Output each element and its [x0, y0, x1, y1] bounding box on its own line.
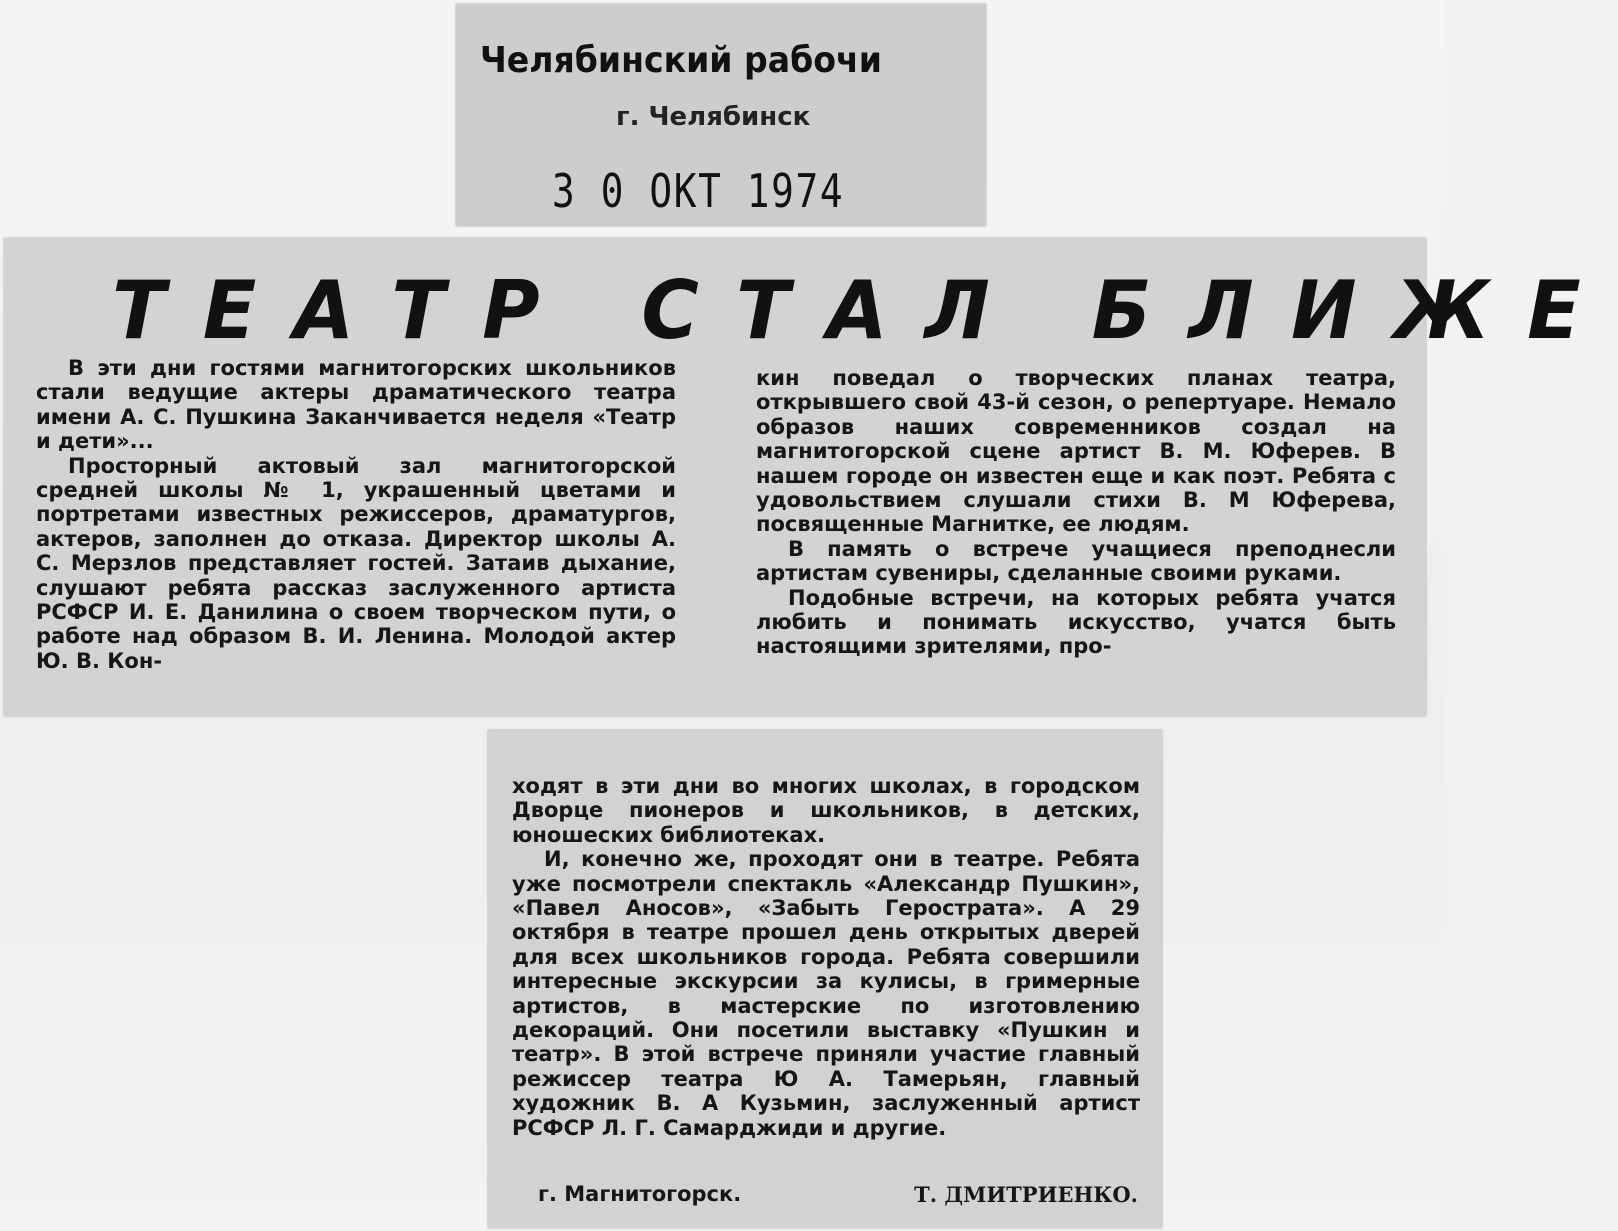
article-column-2	[756, 366, 1396, 659]
paragraph: Подобные встречи, на которых ребята учатся любить и понимать искусство, учатся быть настоящими зрителями, про-	[756, 585, 1396, 659]
article-headline: ТЕАТР СТАЛ БЛИЖЕ	[112, 264, 1618, 357]
paragraph: Просторный актовый зал магнитогорской средней школы № 1, украшенный цветами и портретами известных режиссеров, драматургов, актеров, заполнен до отказа. Директор школы А. С. Мерзлов представляет гостей. Затаив дыхание, слушают ребята рассказ заслуженного артиста РСФСР И. Е. Данилина о своем творческом пути, о работе над образом В. И. Ленина. Молодой актер Ю. В. Кон-	[36, 453, 676, 673]
paragraph: кин поведал о творческих планах театра, открывшего свой 43-й сезон, о репертуаре. Немало образов наших современников создал на магнитогорской сцене артист В. М. Юферев. В нашем городе он известен еще и как поэт. Ребята с удовольствием слушали стихи В. М Юферева, посвященные Магнитке, ее людям.	[756, 366, 1396, 537]
paragraph: В эти дни гостями магнитогорских школьников стали ведущие актеры драматического театра имени А. С. Пушкина Заканчивается неделя «Театр и дети»...	[36, 356, 676, 454]
paragraph: ходят в эти дни во многих школах, в городском Дворце пионеров и школьников, в детских, юношеских библиотеках.	[512, 774, 1140, 847]
article-clipping	[4, 238, 1618, 716]
continuation-clipping	[488, 730, 1162, 1228]
paragraph: И, конечно же, проходят они в театре. Ребята уже посмотрели спектакль «Александр Пушкин», «Павел Аносов», «Забыть Герострата». А 29 октября в театре прошел день открытых дверей для всех школьников города. Ребята совершили интересные экскурсии за кулисы, в гримерные артистов, в мастерские по изготовлению декораций. Они посетили выставку «Пушкин и театр». В этой встрече приняли участие главный режиссер театра Ю А. Тамерьян, главный художник В. А Кузьмин, заслуженный артист РСФСР Л. Г. Самарджиди и другие.	[512, 847, 1140, 1140]
paragraph: В память о встрече учащиеся преподнесли артистам сувениры, сделанные своими руками.	[756, 536, 1396, 586]
date-stamp: 3 0 ОКТ 1974	[552, 164, 845, 218]
article-column-3	[512, 774, 1140, 1140]
masthead-clipping	[456, 4, 986, 226]
newspaper-city: г. Челябинск	[616, 102, 811, 132]
newspaper-name: Челябинский рабочи	[480, 40, 882, 81]
dateline-place: г. Магнитогорск.	[538, 1182, 742, 1206]
article-column-1	[36, 356, 676, 673]
author-name: Т. ДМИТРИЕНКО.	[914, 1182, 1138, 1207]
